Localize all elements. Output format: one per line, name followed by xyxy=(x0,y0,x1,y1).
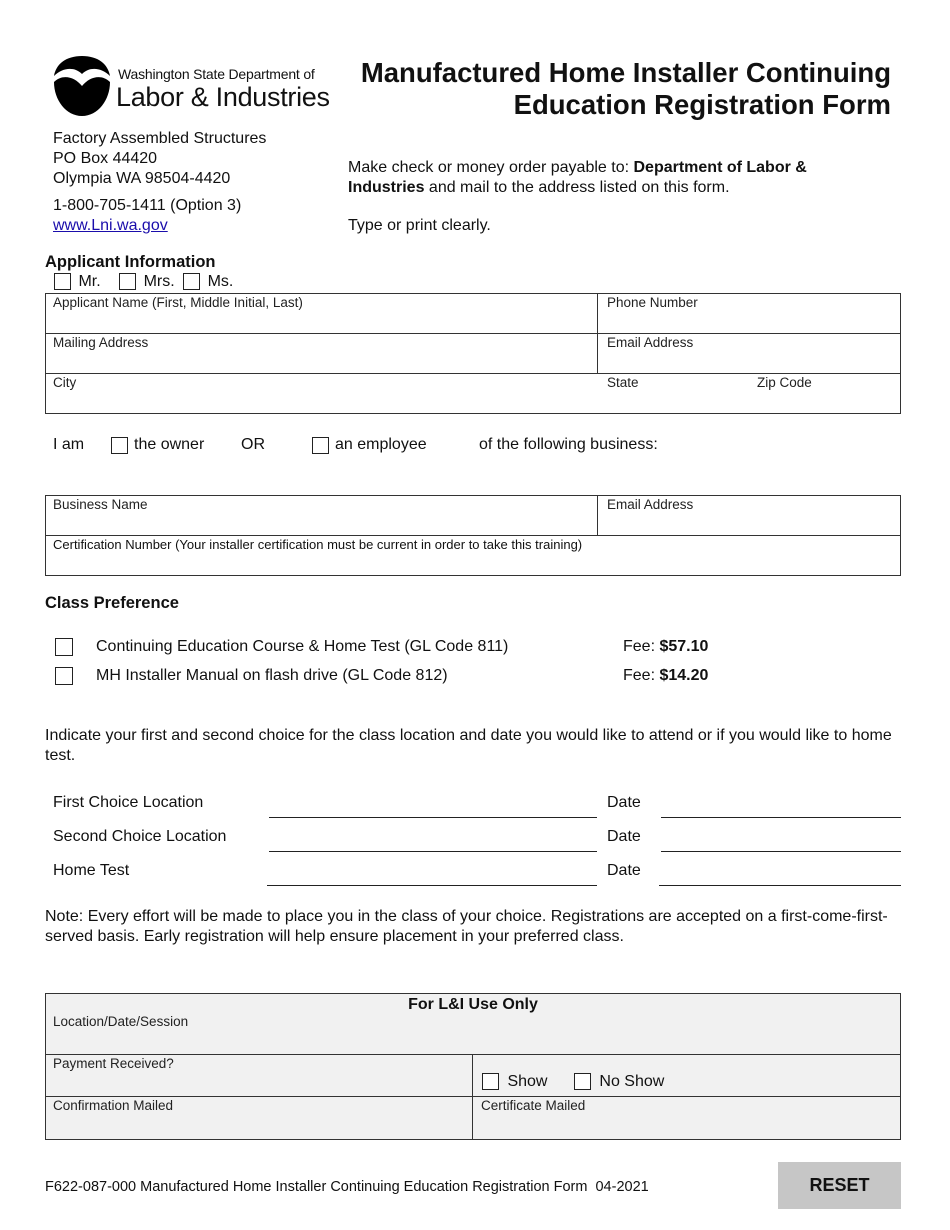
location-instructions: Indicate your first and second choice for the class location and date you would like to attend or if you would like to home test. xyxy=(45,727,892,764)
mr-label: Mr. xyxy=(78,273,101,290)
payment-suffix: and mail to the address listed on this form. xyxy=(424,179,730,196)
lni-logo xyxy=(52,54,330,118)
home-test-date-label: Date xyxy=(607,862,641,879)
manual-812-checkbox[interactable] xyxy=(55,667,73,685)
mrs-label: Mrs. xyxy=(143,273,175,290)
i-am-label: I am xyxy=(53,436,85,453)
first-choice-date-input[interactable] xyxy=(662,797,904,817)
applicant-name-label: Applicant Name (First, Middle Initial, Last) xyxy=(53,295,303,310)
mrs-checkbox[interactable] xyxy=(119,273,136,290)
course-811-label: Continuing Education Course & Home Test (GL Code 811) xyxy=(96,638,509,655)
page-title xyxy=(330,57,891,121)
of-business-label: of the following business: xyxy=(479,436,658,453)
manual-812-fee-prefix: Fee: xyxy=(623,667,660,684)
title-line-1: Manufactured Home Installer Continuing xyxy=(360,57,891,88)
business-email-input[interactable] xyxy=(604,515,898,535)
website-link[interactable]: www.Lni.wa.gov xyxy=(53,217,168,234)
applicant-heading: Applicant Information xyxy=(45,253,216,271)
certificate-mailed-label: Certificate Mailed xyxy=(481,1098,586,1113)
city-input[interactable] xyxy=(50,393,594,413)
reset-button[interactable]: RESET xyxy=(778,1162,901,1209)
manual-812-fee xyxy=(623,667,708,685)
first-choice-label: First Choice Location xyxy=(53,794,204,811)
mailing-address-input[interactable] xyxy=(50,353,594,373)
phone-number-input[interactable] xyxy=(604,313,898,333)
no-show-label: No Show xyxy=(599,1073,665,1090)
office-use-title: For L&I Use Only xyxy=(408,996,538,1013)
first-choice-location-input[interactable] xyxy=(270,797,600,817)
payment-received-label: Payment Received? xyxy=(53,1056,174,1071)
business-email-label: Email Address xyxy=(607,497,694,512)
lni-logo-icon xyxy=(52,54,112,118)
first-choice-date-label: Date xyxy=(607,794,641,811)
class-preference-heading: Class Preference xyxy=(45,594,179,612)
course-811-checkbox[interactable] xyxy=(55,638,73,656)
no-show-checkbox[interactable] xyxy=(574,1073,591,1090)
payment-instructions xyxy=(348,158,858,198)
address-line-2: PO Box 44420 xyxy=(53,150,158,167)
placement-note: Note: Every effort will be made to place you in the class of your choice. Registrations are accepted on a first-come-first-served basis. Early registration will help ensure placement in your preferred class. xyxy=(45,908,888,945)
ms-checkbox[interactable] xyxy=(183,273,200,290)
ms-label: Ms. xyxy=(207,273,234,290)
payment-prefix: Make check or money order payable to: xyxy=(348,159,634,176)
home-test-date-input[interactable] xyxy=(660,865,904,885)
address-line-1: Factory Assembled Structures xyxy=(53,130,267,147)
or-label: OR xyxy=(241,436,265,453)
type-print-note: Type or print clearly. xyxy=(348,217,491,234)
second-choice-date-label: Date xyxy=(607,828,641,845)
address-line-3: Olympia WA 98504-4420 xyxy=(53,170,231,187)
city-label: City xyxy=(53,375,77,390)
second-choice-label: Second Choice Location xyxy=(53,828,227,845)
email-address-label: Email Address xyxy=(607,335,694,350)
business-name-label: Business Name xyxy=(53,497,148,512)
mailing-address-label: Mailing Address xyxy=(53,335,149,350)
home-test-label: Home Test xyxy=(53,862,130,879)
certification-number-label: Certification Number (Your installer certification must be current in order to take this training) xyxy=(53,537,583,552)
course-811-fee-value: $57.10 xyxy=(659,638,709,655)
salutation-group xyxy=(54,273,233,291)
business-name-input[interactable] xyxy=(50,515,594,535)
mailing-address-block xyxy=(53,129,266,189)
logo-agency-line: Washington State Department of xyxy=(118,66,315,82)
applicant-name-input[interactable] xyxy=(50,313,594,333)
course-811-fee-prefix: Fee: xyxy=(623,638,660,655)
attendance-group xyxy=(482,1073,664,1091)
role-statement xyxy=(53,436,901,458)
employee-label: an employee xyxy=(335,436,427,453)
phone-number: 1-800-705-1411 (Option 3) xyxy=(53,197,242,214)
zip-code-input[interactable] xyxy=(754,393,898,413)
email-address-input[interactable] xyxy=(604,353,898,373)
payment-payee: Department of Labor & Industries xyxy=(348,159,807,196)
title-line-2: Education Registration Form xyxy=(513,89,891,120)
owner-label: the owner xyxy=(134,436,205,453)
course-811-fee xyxy=(623,638,708,656)
second-choice-date-input[interactable] xyxy=(662,831,904,851)
certification-number-input[interactable] xyxy=(50,555,894,575)
employee-checkbox[interactable] xyxy=(312,437,329,454)
show-checkbox[interactable] xyxy=(482,1073,499,1090)
confirmation-mailed-label: Confirmation Mailed xyxy=(53,1098,174,1113)
form-id-footer: F622-087-000 Manufactured Home Installer Continuing Education Registration Form 04-2021 xyxy=(45,1179,649,1195)
home-test-input[interactable] xyxy=(268,865,600,885)
logo-agency-name: Labor & Industries xyxy=(116,82,330,112)
zip-code-label: Zip Code xyxy=(757,375,812,390)
manual-812-label: MH Installer Manual on flash drive (GL Code 812) xyxy=(96,667,448,684)
phone-number-label: Phone Number xyxy=(607,295,698,310)
manual-812-fee-value: $14.20 xyxy=(659,667,709,684)
mr-checkbox[interactable] xyxy=(54,273,71,290)
location-date-session-label: Location/Date/Session xyxy=(53,1014,189,1029)
state-input[interactable] xyxy=(604,393,748,413)
state-label: State xyxy=(607,375,639,390)
second-choice-location-input[interactable] xyxy=(270,831,600,851)
owner-checkbox[interactable] xyxy=(111,437,128,454)
show-label: Show xyxy=(507,1073,548,1090)
